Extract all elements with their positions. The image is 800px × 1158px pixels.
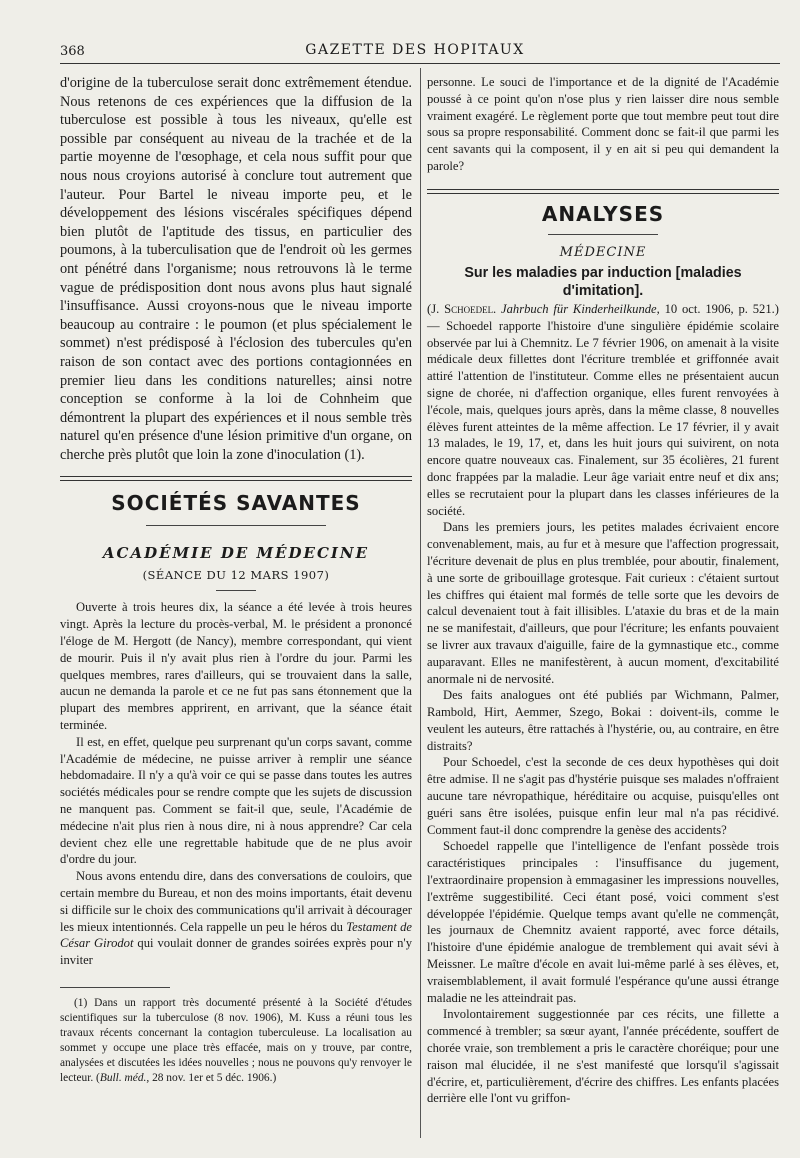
running-title: GAZETTE DES HOPITAUX [305, 42, 525, 58]
citation-journal: Jahrbuch für Kinderheilkunde, [501, 301, 660, 316]
academie-paragraph-1: Ouverte à trois heures dix, la séance a été levée à trois heures vingt. Après la lecture du procès-verbal, M. le président a prononcé l'éloge de M. Hergott (de Nancy), membre correspondant, qui vient de mourir. Puis il n'y avait plus rien à l'ordre du jour. Parmi les quelques membres, rares d'ailleurs, qui se trouvaient dans la salle, aucun ne demanda la parole et ce ne fut pas sans étonnement que la plupart des membres apprirent, en arrivant, que la séance était terminée. [60, 600, 412, 733]
footnote-rule [60, 987, 170, 988]
article-paragraph-4: Pour Schoedel, c'est la seconde de ces deux hypothèses qui doit être admise. Il ne s'agit pas d'hystérie puisque ses malades n'offraient aucune tare névropathique, héréditaire ou acquise, puisqu'elles ont guéri sans être isolées, puisque enfin leur mal n'a pas récidivé. Comment faut-il donc comprendre la genèse des accidents? [427, 755, 779, 837]
footnote-reference: Bull. méd., [99, 1072, 150, 1084]
article-paragraph-2: Dans les premiers jours, les petites malades écrivaient encore convenablement, mais, au fur et à mesure que l'affection progressait, l'écriture devenait de plus en plus tremblée, pour aboutir, finalement, à une sorte de gribouillage grotesque. Fait curieux : c'étaient surtout les chiffres qui étaient mal formés de telle sorte que les devoirs de calcul devenaient tout à fait illisibles. L'ataxie du bras et de la main ne se manifestait, d'ailleurs, que pour l'écriture; les enfants pouvaient se livrer aux travaux d'aiguille, faire de la gymnastique etc., comme auparavant. Elles ne manifestèrent, à aucun moment, d'excitabilité anormale ni de nervosité. [427, 520, 779, 686]
article-paragraph-3: Des faits analogues ont été publiés par Wichmann, Palmer, Rambold, Hirt, Aemmer, Szego, Bokai : doivent-ils, comme le veulent les auteurs, être rattachés à l'hystérie, ou, au contraire, en être distraits? [427, 688, 779, 753]
subsection-title-academie: ACADÉMIE DE MÉDECINE [102, 544, 370, 563]
section-title-societes: SOCIÉTÉS SAVANTES [111, 491, 361, 516]
right-column [427, 74, 779, 1107]
article-first-paragraph-text: 10 oct. 1906, p. 521.) — Schoedel rapporte l'histoire d'une singulière épidémie scolaire observée par lui à Chemnitz. Le 7 février 1906, on amenait à la visite médicale deux fillettes dont l'écriture tremblée et griffonnée avait attiré l'attention de l'instituteur. Comme elles ne présentaient aucun signe de chorée, ni d'affection organique, elles furent renvoyées à l'école, mais, quelques jours après, dans la même classe, 8 nouvelles élèves furent atteintes de la même affection. Le 17 février, il y avait 13 malades, le 19, 17, et, dans les huit jours qui suivirent, on nota encore quatre nouveaux cas. Finalement, sur 35 écolières, 21 furent donc frappées par la maladie. Leur âge variait entre neuf et dix ans; elles se recrutaient pour la plupart dans les classes inférieures de la société. [427, 301, 779, 518]
footnote-date: 28 nov. 1er et 5 déc. 1906.) [149, 1072, 277, 1084]
article-paragraph-6: Involontairement suggestionnée par ces récits, une fillette a commencé à trembler; sa sœur ayant, l'année précédente, souffert de chorée vraie, son tremblement a pris le caractère choréique; pour une raison mal élucidée, il ne s'est manifesté que lorsqu'il s'agissait d'écrire, et, particulièrement, d'écrire des chiffres. Les enfants placées derrière elle l'ont vu griffon- [427, 1007, 779, 1106]
academie-paragraph-2: Il est, en effet, quelque peu surprenant qu'un corps savant, comme l'Académie de médecine, ne puisse arriver à remplir une séance hebdomadaire. Il n'y a qu'à voir ce qui se passe dans toutes les autres sociétés médicales pour se rendre compte que les sujets de discussion ne manquent pas. Comment se fait-il que, seule, l'Académie de médecine n'ait plus rien à nous dire, ni à nous apprendre? Car cela devient chez elle une regrettable habitude que de ne plus avoir d'ordre du jour. [60, 734, 412, 867]
citation-author: J. Schoedel. [431, 301, 497, 316]
footnote-text: (1) Dans un rapport très documenté présenté à la Société d'études scientifiques sur la tuberculose (8 nov. 1906), M. Kuss a réuni tous les travaux récents concernant la contagion tuberculeuse. La localisation au sommet y occupe une place très effacée, mais on y trouve, par contre, analysées et discutées les idées nouvelles ; nous ne pouvons qu'y renvoyer le lecteur. ( [60, 997, 412, 1084]
section-title-analyses: ANALYSES [541, 201, 665, 226]
paragraph-3-text-end: qui voulait donner de grandes soirées exprès pour n'y inviter [60, 936, 412, 968]
session-date: (SÉANCE DU 12 MARS 1907) [142, 568, 330, 583]
category-heading: MÉDECINE [559, 244, 647, 260]
paragraph-3-play-title: Testament de César Girodot [60, 919, 412, 951]
right-intro-paragraph: personne. Le souci de l'importance et de la dignité de l'Académie poussé à ce point qu'on n'ose plus y rien laisser dire nous semble vraiment exagéré. Le règlement porte que tout membre peut tout dire sous sa propre responsabilité. Comment donc se fait-il que parmi les cent savants qui la composent, il y en ait si peu qui demandent la parole? [427, 75, 779, 173]
header-rule [60, 63, 780, 64]
footnote [60, 996, 412, 1086]
left-intro-paragraph: d'origine de la tuberculose serait donc extrêmement étendue. Nous retenons de ces expériences que la diffusion de la tuberculose est possible à tous les niveaux, qu'elle est possible par conséquent au niveau de la trachée et de la partie moyenne de l'œsophage, et cela nous suffit pour que nous nous croyions autorisé à conclure tout autrement que l'auteur. Pour Bartel le niveau importe peu, et le développement des lésions viscérales spécifiques dépend bien plutôt de l'aptitude des tissus, en particulier des poumons, à la tuberculisation que de l'endroit où les germes ont pénétré dans l'organisme; nous retrouvons là le terme vague de prédisposition dont nous avons plus haut signalé l'insuffisance. Aussi croyons-nous que le niveau importe beaucoup au contraire : le poumon (et plus spécialement le sommet) n'est prédisposé à l'éclosion des tubercules qu'en raison de son contact avec des portions contagionnées en premier lieu dans les conditions naturelles; ainsi notre conception se conforme à la loi de Cohnheim que démontrent la plupart des expériences et il nous semble très naturel qu'en présence d'une lésion primitive d'un organe, on cherche près plutôt que loin la zone d'inoculation (1). [60, 75, 412, 463]
academie-paragraph-3 [60, 868, 412, 969]
paragraph-3-text-start: Nous avons entendu dire, dans des conversations de couloirs, que certain membre du Bureau, et non des moins importants, était devenu si difficile sur le choix des communications qu'il arrivait à décourager les mieux intentionnés. Cela rappelle un peu le héros du [60, 869, 412, 934]
left-column [60, 74, 412, 1086]
page-number: 368 [60, 44, 85, 59]
column-divider [420, 68, 421, 1138]
article-title: Sur les maladies par induction [maladies d'imitation]. [464, 264, 742, 300]
article-first-paragraph: (J. Schoedel. Jahrbuch für Kinderheilkunde, 10 oct. 1906, p. 521.) — Schoedel rapporte l'histoire d'une singulière épidémie scolaire observée par lui à Chemnitz. Le 7 février 1906, on amenait à la visite médicale deux fillettes dont l'écriture tremblée et griffonnée avait attiré l'attention de l'instituteur. Comme elles ne présentaient aucun signe de chorée, ni d'affection organique, elles furent renvoyées à l'école, mais, quelques jours après, dans la même classe, 8 nouvelles élèves furent atteintes de la même affection. Le 17 février, il y avait 13 malades, le 19, 17, et, dans les huit jours qui suivirent, on nota encore quatre nouveaux cas. Finalement, sur 35 écolières, 21 furent donc frappées par la maladie. Leur âge variait entre neuf et dix ans; elles se recrutaient pour la plupart dans les classes inférieures de la société. [427, 301, 779, 518]
article-paragraph-5: Schoedel rappelle que l'intelligence de l'enfant possède trois caractéristiques principales : l'insuffisance du jugement, l'extraordinaire propension à emmagasiner les impressions nouvelles, l'extrême suggestibilité. Ceci étant posé, voici comment s'est développée l'épidémie. Quelque temps avant qu'elle ne commençât, les journaux de Chemnitz avaient rapporté, avec force détails, l'histoire d'une épidémie analogue de tremblement qui avait sévi à Meissner. Le maître d'école en avait lui-même parlé à ses élèves, et, vraisemblablement, il avait formulé l'espérance qu'une aussi étrange maladie ne les atteindrait pas. [427, 839, 779, 1005]
page-header [60, 40, 770, 62]
